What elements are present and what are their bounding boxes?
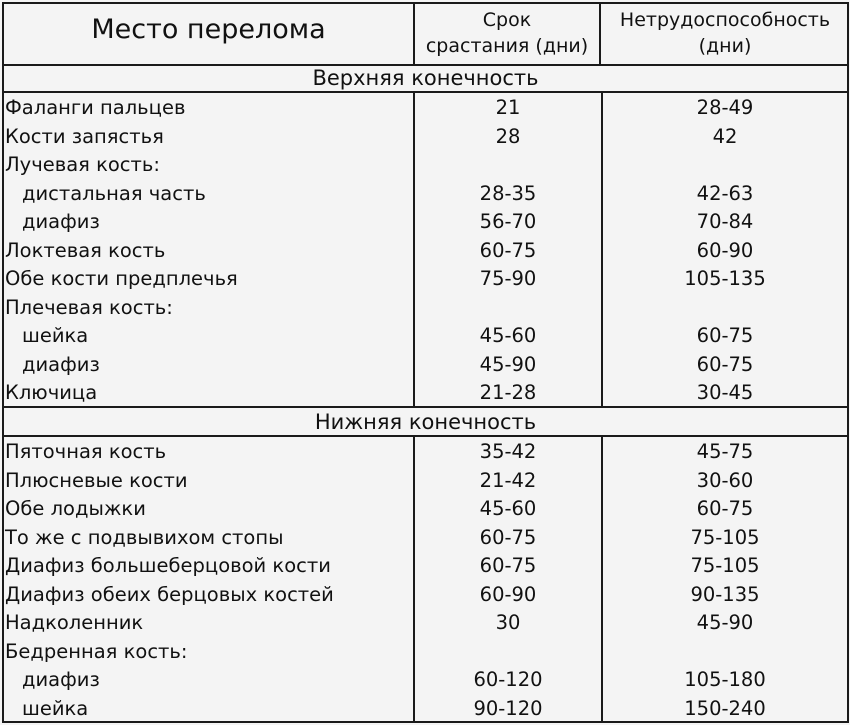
- table-row: [4, 237, 847, 266]
- healing-days: 35-42: [479, 440, 537, 463]
- table-header: [4, 4, 847, 66]
- healing-days: 75-90: [479, 267, 537, 290]
- fracture-site: шейка: [22, 696, 89, 720]
- healing-days: 21-28: [479, 381, 537, 404]
- healing-days: 21-42: [479, 468, 537, 492]
- healing-days: 45-60: [479, 324, 537, 347]
- fracture-site: шейка: [22, 324, 89, 347]
- header-disability-line2: (дни): [698, 35, 752, 57]
- header-disability-line1: Нетрудоспособность: [619, 9, 831, 31]
- table-row: [4, 524, 847, 553]
- disability-days: 70-84: [696, 210, 754, 233]
- fracture-site: Обе лодыжки: [5, 497, 146, 520]
- header-healing: [415, 4, 601, 64]
- table-row: [4, 123, 847, 152]
- table-row: [4, 552, 847, 581]
- disability-days: 60-75: [696, 324, 754, 347]
- fracture-site: диафиз: [22, 210, 100, 233]
- disability-days: 75-105: [690, 525, 760, 549]
- fracture-site: Бедренная кость:: [5, 639, 188, 663]
- healing-days: 28-35: [479, 181, 537, 205]
- healing-days: 45-90: [479, 352, 537, 376]
- fracture-site: диафиз: [22, 668, 100, 691]
- table-row: [4, 322, 847, 351]
- disability-days: 75-105: [690, 554, 760, 577]
- healing-days: 30: [495, 611, 521, 634]
- fracture-site: Лучевая кость:: [5, 153, 160, 176]
- table-row: [4, 208, 847, 237]
- header-disability: [603, 4, 847, 64]
- table-row: [4, 695, 847, 724]
- disability-days: 105-135: [684, 267, 766, 290]
- healing-days: 60-120: [473, 668, 543, 691]
- fracture-site: Кости запястья: [5, 124, 164, 148]
- fracture-site: Фаланги пальцев: [5, 96, 186, 119]
- fracture-site: Локтевая кость: [5, 238, 166, 262]
- disability-days: 105-180: [684, 668, 766, 691]
- table-row: [4, 467, 847, 496]
- healing-days: 21: [495, 96, 521, 119]
- section-body-lower: [4, 437, 847, 721]
- fracture-healing-table: [2, 2, 849, 723]
- healing-days: 60-75: [479, 238, 537, 262]
- healing-days: 60-75: [479, 525, 537, 549]
- fracture-site: Плюсневые кости: [5, 468, 188, 492]
- healing-days: 28: [495, 124, 521, 148]
- fracture-site: Обе кости предплечья: [5, 267, 238, 290]
- disability-days: 90-135: [690, 582, 760, 606]
- section-body-upper: [4, 93, 847, 406]
- fracture-site: диафиз: [22, 352, 100, 376]
- disability-days: 60-75: [696, 352, 754, 376]
- table-row: [4, 351, 847, 380]
- fracture-site: Плечевая кость:: [5, 295, 173, 319]
- disability-days: 45-75: [696, 440, 754, 463]
- healing-days: 60-90: [479, 582, 537, 606]
- disability-days: 28-49: [696, 96, 754, 119]
- table-row: [4, 438, 847, 467]
- disability-days: 42: [712, 124, 738, 148]
- healing-days: 60-75: [479, 554, 537, 577]
- disability-days: 30-60: [696, 468, 754, 492]
- healing-days: 56-70: [479, 210, 537, 233]
- fracture-site: дистальная часть: [22, 181, 206, 205]
- disability-days: 45-90: [696, 611, 754, 634]
- healing-days: 90-120: [473, 696, 543, 720]
- table-row: [4, 94, 847, 123]
- header-place: [4, 4, 415, 64]
- header-place-label: Место перелома: [91, 13, 326, 45]
- table-row: [4, 151, 847, 180]
- fracture-site: Диафиз большеберцовой кости: [5, 554, 331, 577]
- table-row: [4, 609, 847, 638]
- disability-days: 60-90: [696, 238, 754, 262]
- table-row: [4, 294, 847, 323]
- disability-days: 60-75: [696, 497, 754, 520]
- header-healing-line1: Срок: [482, 9, 532, 31]
- fracture-site: То же с подвывихом стопы: [5, 525, 284, 549]
- table-row: [4, 638, 847, 667]
- table-row: [4, 581, 847, 610]
- table-row: [4, 180, 847, 209]
- disability-days: 30-45: [696, 381, 754, 404]
- table-row: [4, 666, 847, 695]
- header-healing-line2: срастания (дни): [425, 35, 589, 57]
- fracture-site: Ключица: [5, 381, 98, 404]
- table-row: [4, 495, 847, 524]
- table-row: [4, 379, 847, 408]
- table-row: [4, 265, 847, 294]
- healing-days: 45-60: [479, 497, 537, 520]
- section-title-upper: Верхняя конечность: [4, 64, 847, 93]
- fracture-site: Диафиз обеих берцовых костей: [5, 582, 334, 606]
- disability-days: 150-240: [684, 696, 766, 720]
- disability-days: 42-63: [696, 181, 754, 205]
- fracture-site: Пяточная кость: [5, 440, 167, 463]
- section-title-lower: Нижняя конечность: [4, 406, 847, 437]
- fracture-site: Надколенник: [5, 611, 144, 634]
